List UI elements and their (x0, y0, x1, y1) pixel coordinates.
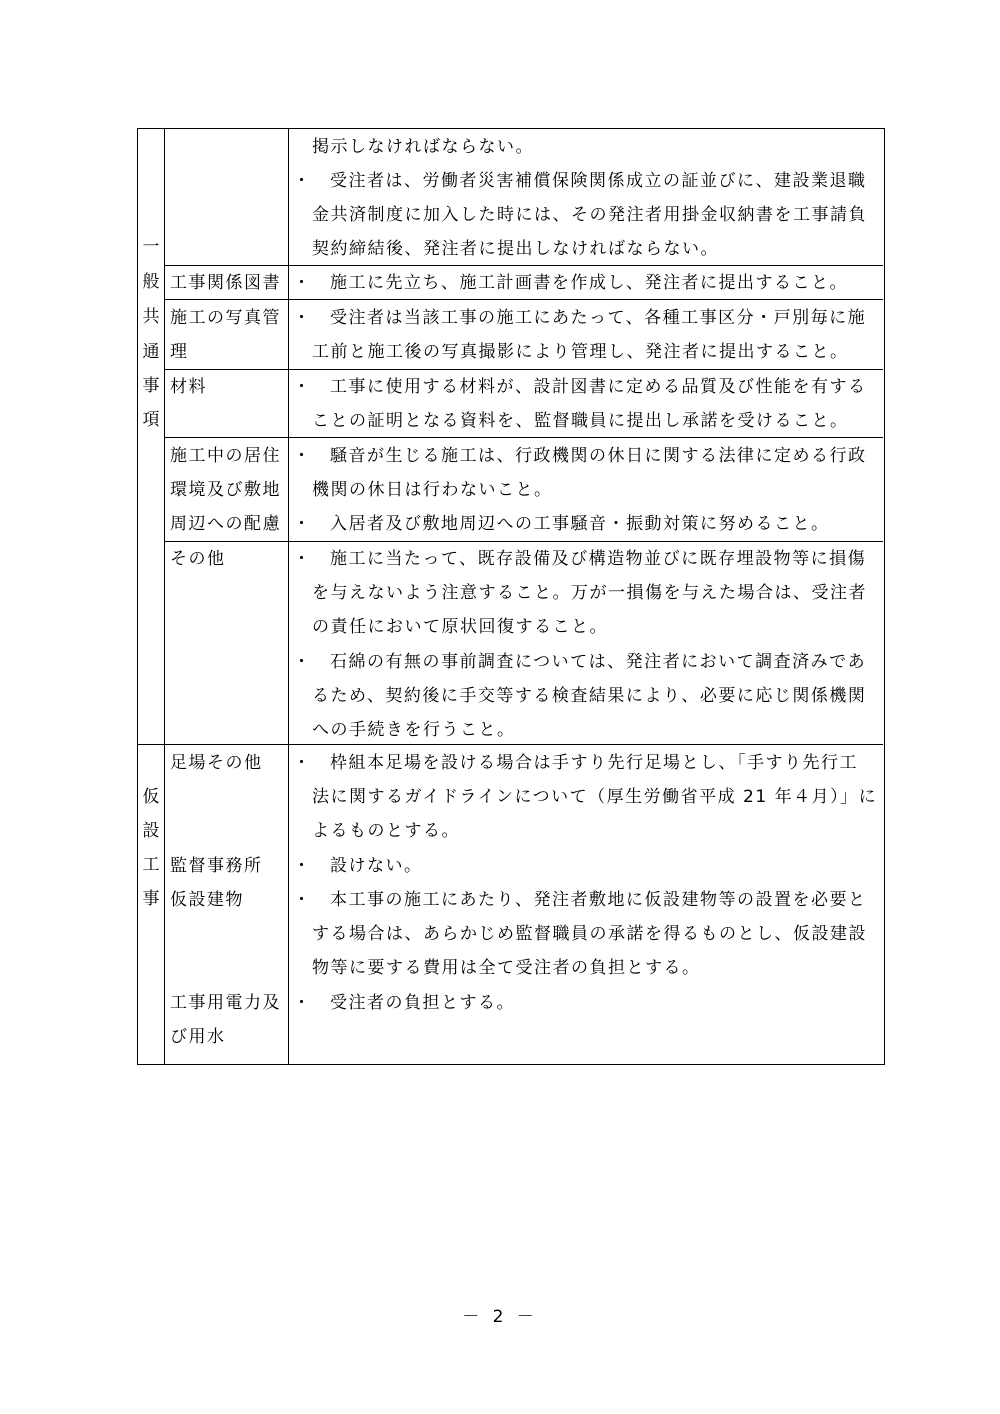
content-line: 本工事の施工にあたり、発注者敷地に仮設建物等の設置を必要と (330, 890, 867, 910)
content-line: 施工に先立ち、施工計画書を作成し、発注者に提出すること。 (330, 273, 848, 293)
section-label-char: 設 (142, 821, 160, 841)
item-label: 環境及び敷地 (170, 480, 281, 500)
item-label: 施工の写真管 (170, 308, 281, 328)
item-label: その他 (170, 549, 226, 569)
bullet: ・ (293, 652, 310, 672)
bullet: ・ (293, 273, 310, 293)
item-label: 施工中の居住 (170, 446, 281, 466)
bullet: ・ (293, 377, 310, 397)
content-line: する場合は、あらかじめ監督職員の承諾を得るものとし、仮設建設 (312, 924, 867, 944)
item-label: 理 (170, 342, 189, 362)
item-label: 仮設建物 (170, 890, 244, 910)
section-label-char: 事 (142, 376, 160, 396)
content-line: 機関の休日は行わないこと。 (312, 480, 553, 500)
content-line: 受注者は、労働者災害補償保険関係成立の証並びに、建設業退職 (330, 171, 867, 191)
bullet: ・ (293, 549, 310, 569)
content-line: 契約締結後、発注者に提出しなければならない。 (312, 239, 719, 259)
section-label-char: 共 (142, 307, 160, 327)
section-label-char: 項 (142, 410, 160, 430)
content-line: よるものとする。 (312, 821, 460, 841)
bullet: ・ (293, 993, 310, 1013)
content-line: への手続きを行うこと。 (312, 720, 516, 740)
item-label: 足場その他 (170, 753, 263, 773)
col-divider-1 (164, 128, 165, 1064)
content-line: 工前と施工後の写真撮影により管理し、発注者に提出すること。 (312, 342, 849, 362)
page-number: － 2 － (462, 1307, 538, 1327)
content-line: 石綿の有無の事前調査については、発注者において調査済みであ (330, 652, 867, 672)
content-line: 騒音が生じる施工は、行政機関の休日に関する法律に定める行政 (330, 446, 867, 466)
item-label: 監督事務所 (170, 856, 263, 876)
content-line: 設けない。 (330, 856, 423, 876)
bullet: ・ (293, 171, 310, 191)
item-label: 工事関係図書 (170, 273, 281, 293)
section-label-char: 事 (142, 889, 160, 909)
section-label-char: 仮 (142, 787, 160, 807)
section-label-char: 工 (142, 855, 160, 875)
bullet: ・ (293, 514, 310, 534)
content-line: の責任において原状回復すること。 (312, 617, 608, 637)
section-label-char: 通 (142, 342, 160, 362)
content-line: るため、契約後に手交等する検査結果により、必要に応じ関係機関 (312, 686, 867, 706)
content-line: を与えないよう注意すること。万が一損傷を与えた場合は、受注者 (312, 583, 867, 603)
bullet: ・ (293, 446, 310, 466)
col-divider-2 (288, 128, 289, 1064)
item-label: 材料 (170, 377, 207, 397)
bullet: ・ (293, 890, 310, 910)
content-line: 施工に当たって、既存設備及び構造物並びに既存埋設物等に損傷 (330, 549, 867, 569)
content-line: ことの証明となる資料を、監督職員に提出し承諾を受けること。 (312, 411, 849, 431)
section-label-char: 一 (142, 237, 160, 257)
item-label: び用水 (170, 1027, 226, 1047)
content-line: 金共済制度に加入した時には、その発注者用掛金収納書を工事請負 (312, 205, 867, 225)
content-line: 物等に要する費用は全て受注者の負担とする。 (312, 958, 701, 978)
item-label: 工事用電力及 (170, 993, 281, 1013)
section-label-char: 般 (142, 272, 160, 292)
content-line: 受注者の負担とする。 (330, 993, 515, 1013)
content-line: 枠組本足場を設ける場合は手すり先行足場とし、「手すり先行工 (330, 753, 858, 773)
bullet: ・ (293, 753, 310, 773)
content-line: 工事に使用する材料が、設計図書に定める品質及び性能を有する (330, 377, 867, 397)
content-line: 入居者及び敷地周辺への工事騒音・振動対策に努めること。 (330, 514, 830, 534)
bullet: ・ (293, 856, 310, 876)
bullet: ・ (293, 308, 310, 328)
content-line: 掲示しなければならない。 (312, 137, 534, 157)
item-label: 周辺への配慮 (170, 514, 281, 534)
content-line: 法に関するガイドラインについて（厚生労働省平成 21 年４月）」に (312, 787, 878, 807)
content-line: 受注者は当該工事の施工にあたって、各種工事区分・戸別毎に施 (330, 308, 867, 328)
